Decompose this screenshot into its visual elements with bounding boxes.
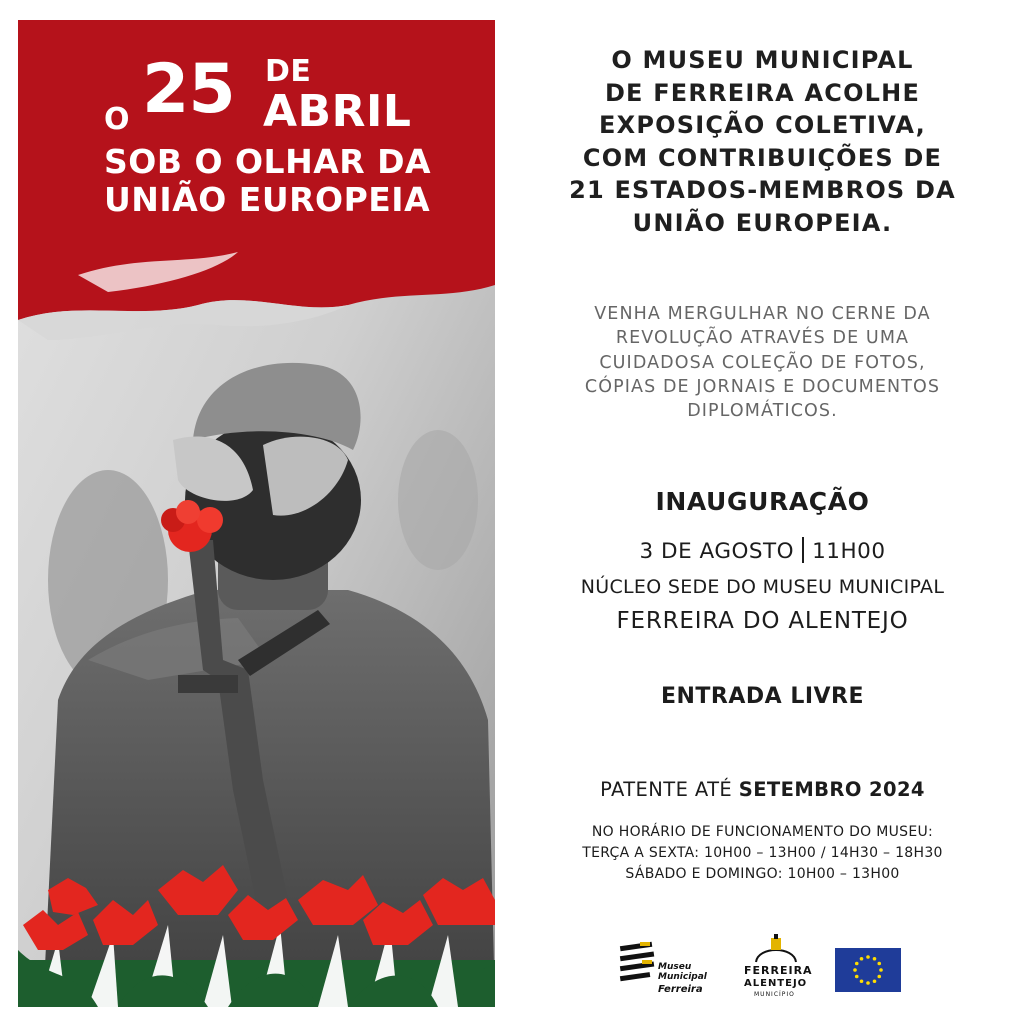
- museu-logo-line2: Municipal: [658, 972, 707, 982]
- intro-line: REVOLUÇÃO ATRAVÉS DE UMA: [615, 328, 910, 349]
- lead-line: UNIÃO EUROPEIA.: [632, 208, 893, 237]
- lead-paragraph: [520, 44, 1005, 239]
- eu-star: [877, 975, 881, 979]
- eu-star: [860, 957, 864, 961]
- municipio-logo-line1: FERREIRA: [744, 964, 813, 977]
- exhibition-poster: [18, 20, 495, 1007]
- poster-title-o: O: [104, 102, 131, 137]
- intro-line: CÓPIAS DE JORNAIS E DOCUMENTOS: [584, 376, 941, 397]
- poster-title-abril: ABRIL: [263, 86, 412, 137]
- intro-line: DIPLOMÁTICOS.: [687, 401, 838, 422]
- lead-line: COM CONTRIBUIÇÕES DE: [582, 143, 943, 172]
- museu-municipal-logo: [618, 936, 718, 1000]
- inauguration-heading: INAUGURAÇÃO: [655, 487, 870, 516]
- hours-line: TERÇA A SEXTA: 10H00 – 13H00 / 14H30 – 18H30: [582, 845, 943, 861]
- municipio-ferreira-logo: [738, 934, 814, 1002]
- eu-star: [855, 975, 859, 979]
- patente-prefix: PATENTE ATÉ: [600, 778, 733, 801]
- eu-flag-logo: [835, 948, 901, 992]
- poster-subtitle-line1: SOB O OLHAR DA: [104, 142, 432, 181]
- municipio-crest-icon: [738, 934, 814, 964]
- event-date: 3 DE AGOSTO: [639, 539, 795, 564]
- poster-title-de: DE: [265, 54, 312, 89]
- event-venue: NÚCLEO SEDE DO MUSEU MUNICIPAL: [580, 576, 945, 598]
- entry-free: ENTRADA LIVRE: [660, 684, 865, 709]
- opening-hours: [520, 822, 1005, 885]
- intro-line: CUIDADOSA COLEÇÃO DE FOTOS,: [599, 352, 926, 373]
- eu-star: [877, 962, 881, 966]
- intro-paragraph: [520, 302, 1005, 423]
- municipio-logo-line2: ALENTEJO: [744, 978, 808, 989]
- eu-star: [879, 968, 883, 972]
- exhibition-until: [520, 778, 1005, 801]
- eu-star: [866, 955, 870, 959]
- museu-logo-line1: Museu: [658, 962, 692, 972]
- eu-star: [853, 968, 857, 972]
- eu-star: [855, 962, 859, 966]
- event-time: 11H00: [812, 539, 886, 564]
- eu-star: [866, 981, 870, 985]
- lead-line: EXPOSIÇÃO COLETIVA,: [599, 111, 926, 139]
- municipio-logo-line3: MUNICÍPIO: [754, 991, 795, 998]
- patente-until: SETEMBRO 2024: [738, 778, 925, 801]
- museu-logo-line3: Ferreira: [658, 984, 703, 995]
- eu-stars-icon: [835, 948, 901, 992]
- lead-line: O MUSEU MUNICIPAL: [611, 46, 914, 74]
- intro-line: VENHA MERGULHAR NO CERNE DA: [594, 304, 931, 324]
- event-datetime: [520, 537, 1005, 564]
- eu-star: [873, 957, 877, 961]
- lead-line: DE FERREIRA ACOLHE: [604, 78, 921, 107]
- eu-star: [873, 979, 877, 983]
- event-town: FERREIRA DO ALENTEJO: [616, 608, 909, 634]
- poster-subtitle-line2: UNIÃO EUROPEIA: [104, 180, 431, 219]
- eu-star: [860, 979, 864, 983]
- poster-title-25: 25: [142, 50, 235, 129]
- lead-line: 21 ESTADOS-MEMBROS DA: [569, 176, 956, 204]
- hours-line: NO HORÁRIO DE FUNCIONAMENTO DO MUSEU:: [591, 824, 934, 840]
- separator: [802, 537, 804, 563]
- museu-mark-icon: [618, 938, 658, 998]
- hours-line: SÁBADO E DOMINGO: 10H00 – 13H00: [625, 866, 900, 882]
